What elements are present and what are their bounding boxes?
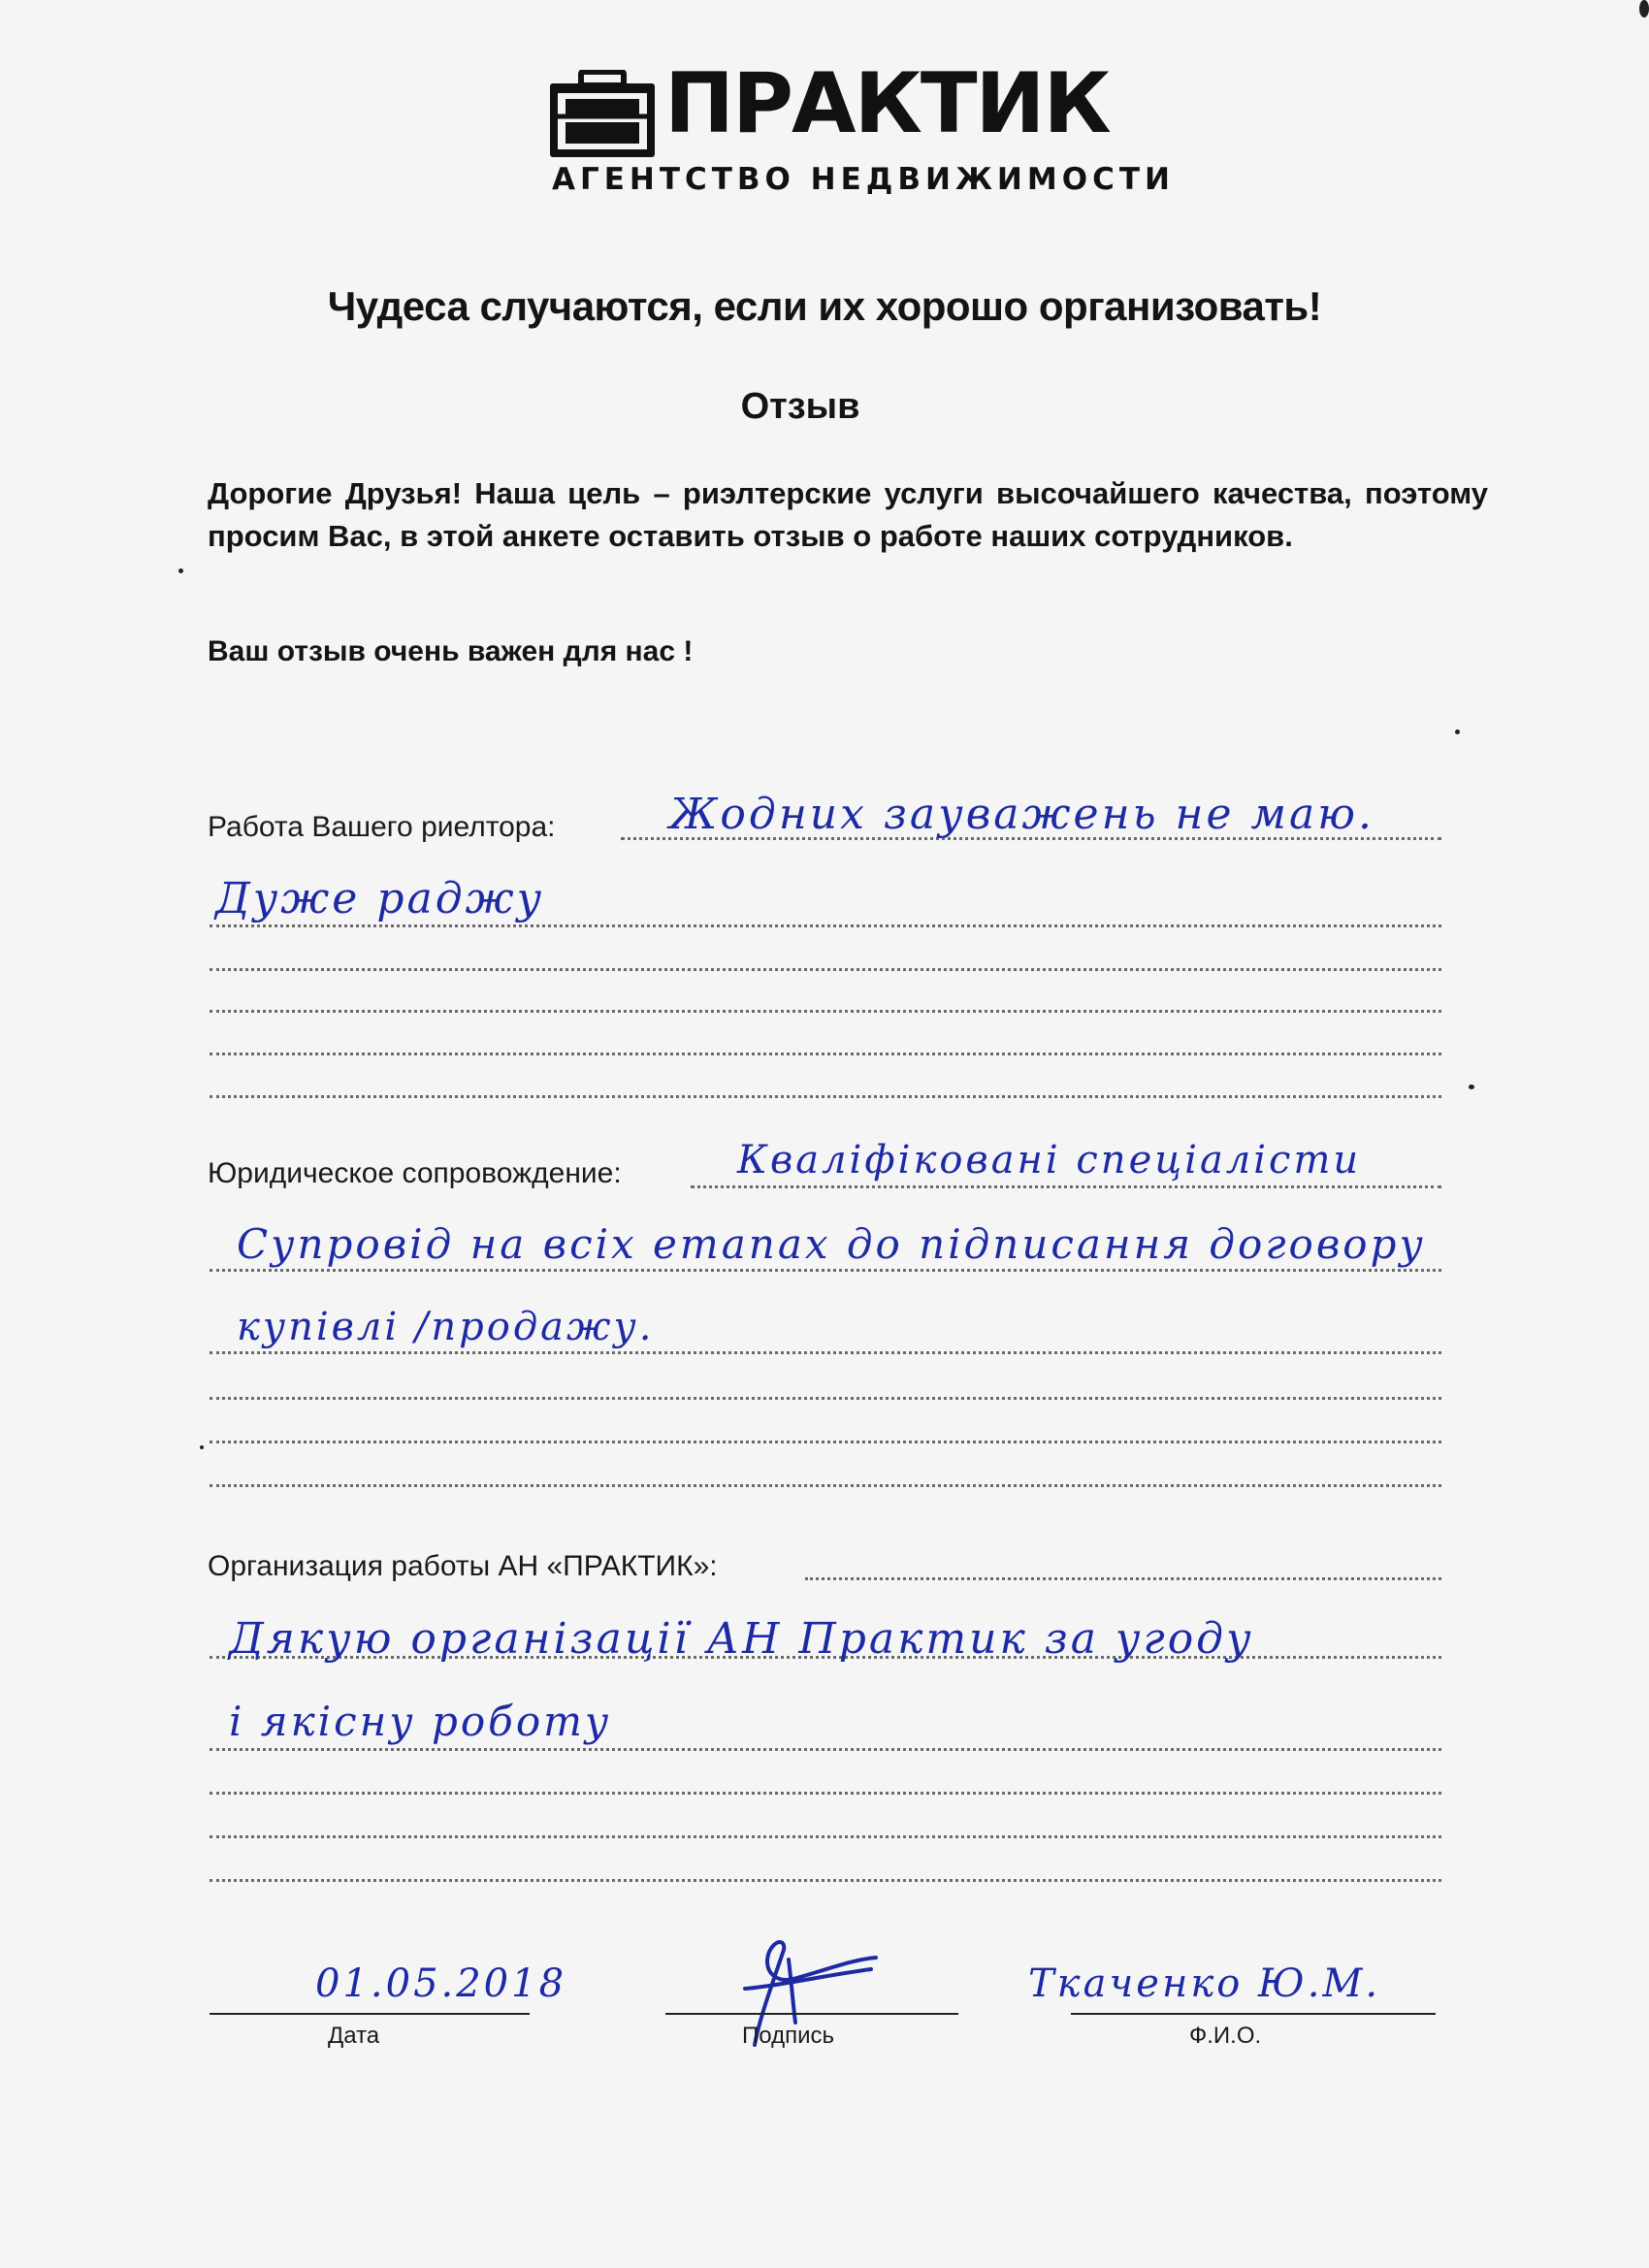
answer-line [210, 1441, 1441, 1443]
slogan: Чудеса случаются, если их хорошо организовать! [327, 283, 1322, 329]
answer-line [210, 1792, 1441, 1795]
handwritten-answer: Дякую організації АН Практик за угоду [229, 1614, 1254, 1664]
important-note: Ваш отзыв очень важен для нас ! [208, 635, 694, 667]
handwritten-answer: Дуже раджу [215, 874, 545, 923]
date-line [210, 2013, 530, 2015]
scan-speck [1469, 1085, 1474, 1089]
handwritten-answer: Кваліфіковані спеціалісти [737, 1138, 1362, 1183]
signature-line [665, 2013, 958, 2015]
answer-line [210, 1748, 1441, 1751]
briefcase-icon [548, 70, 657, 159]
handwritten-answer: і якісну роботу [229, 1698, 612, 1745]
answer-line [210, 1484, 1441, 1487]
answer-line [210, 1835, 1441, 1838]
scan-speck [178, 568, 183, 573]
date-caption: Дата [328, 2023, 380, 2049]
name-value: Ткаченко Ю.М. [1028, 1961, 1381, 2006]
intro-text: Дорогие Друзья! Наша цель – риэлтерские услуги высочайшего качества, поэтому просим Вас, в этой анкете оставить отзыв о работе наших сотрудников. [208, 476, 1488, 553]
answer-line [210, 1010, 1441, 1013]
page-title: Отзыв [740, 386, 860, 427]
scan-speck [1455, 729, 1460, 734]
name-line [1071, 2013, 1436, 2015]
handwritten-answer: Жодних зауважень не маю. [669, 790, 1374, 839]
signature-caption: Подпись [742, 2023, 834, 2049]
section-label-realtor: Работа Вашего риелтора: [208, 811, 556, 843]
logo-title: ПРАКТИК [664, 55, 1110, 152]
section-label-organization: Организация работы АН «ПРАКТИК»: [208, 1550, 718, 1582]
company-logo [548, 55, 1175, 201]
answer-line [691, 1185, 1441, 1188]
scan-speck [200, 1445, 204, 1449]
scan-speck [1639, 0, 1649, 17]
handwritten-answer: купівлі /продажу. [237, 1305, 655, 1349]
answer-line [210, 1879, 1441, 1882]
answer-line [210, 1351, 1441, 1354]
answer-line [210, 1397, 1441, 1400]
date-value: 01.05.2018 [315, 1961, 567, 2006]
logo-subtitle: АГЕНТСТВО НЕДВИЖИМОСТИ [552, 162, 1175, 197]
handwritten-answer: Супровід на всіх етапах до підписання договору [237, 1220, 1426, 1268]
name-caption: Ф.И.О. [1189, 2023, 1262, 2049]
answer-line [210, 924, 1441, 927]
answer-line [210, 1269, 1441, 1272]
answer-line [210, 1053, 1441, 1055]
answer-line [210, 1095, 1441, 1098]
answer-line [805, 1577, 1441, 1580]
answer-line [210, 968, 1441, 971]
section-label-legal: Юридическое сопровождение: [208, 1157, 622, 1189]
